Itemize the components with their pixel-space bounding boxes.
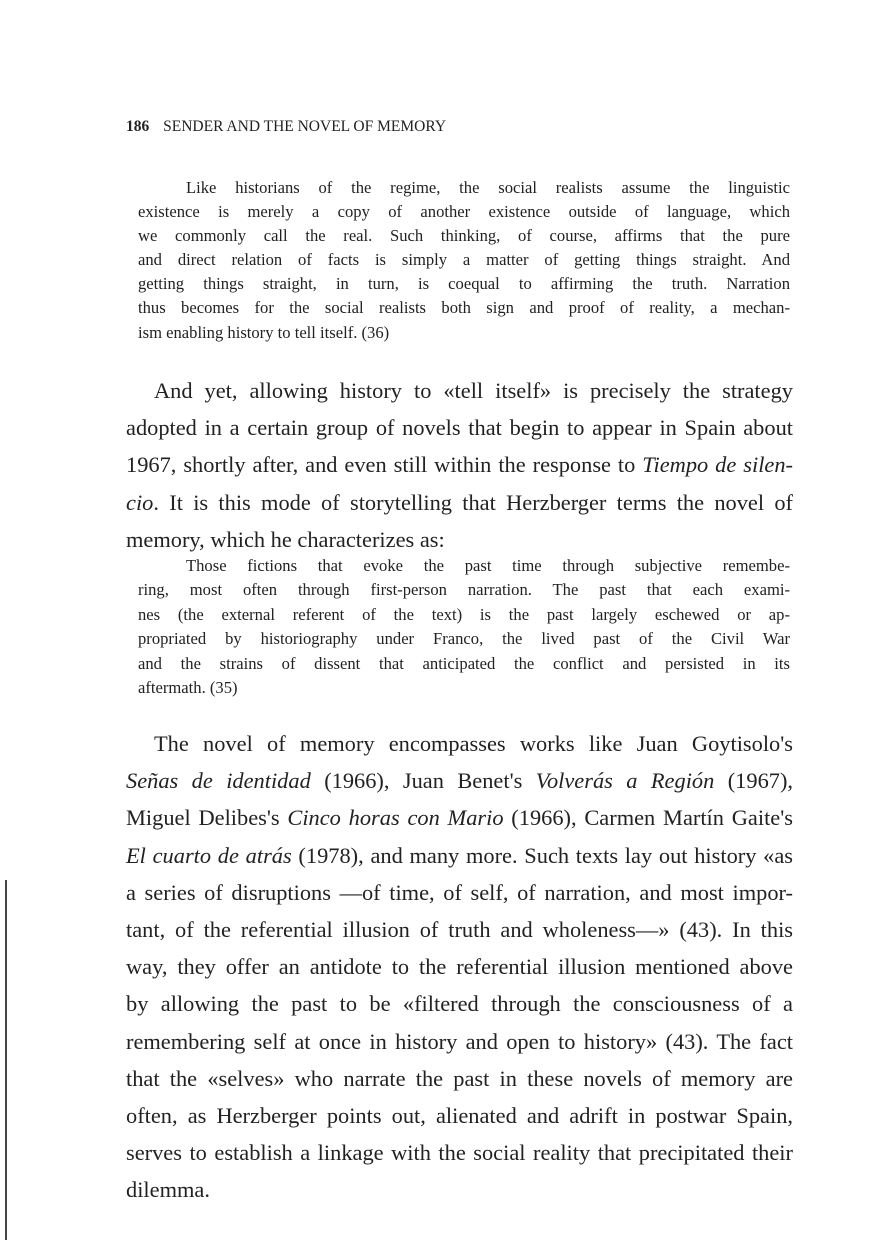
text-line	[126, 1023, 793, 1060]
text-segment: serves to establish a linkage with the social reality that precipitated their	[126, 1140, 793, 1166]
text-line	[126, 484, 793, 521]
text-segment: adopted in a certain group of novels that begin to appear in Spain about	[126, 415, 793, 441]
text-line	[138, 296, 790, 320]
text-segment: Miguel Delibes's	[126, 805, 288, 831]
text-line	[126, 837, 793, 874]
text-segment: (1966), Juan Benet's	[310, 768, 536, 794]
text-line	[126, 799, 793, 836]
text-segment: existence is merely a copy of another existence outside of language, which	[138, 202, 790, 222]
text-line	[138, 578, 790, 602]
text-line	[138, 200, 790, 224]
page-number: 186	[126, 118, 150, 135]
text-line	[126, 762, 793, 799]
text-segment: aftermath. (35)	[138, 678, 238, 698]
text-line	[138, 272, 790, 296]
text-segment: we commonly call the real. Such thinking, of course, affirms that the pure	[138, 226, 790, 246]
text-line	[126, 446, 793, 483]
text-line	[126, 1097, 793, 1134]
text-line	[126, 874, 793, 911]
text-line	[126, 1171, 793, 1208]
italic-title: Cinco horas con Mario	[287, 805, 504, 831]
running-title: SENDER AND THE NOVEL OF MEMORY	[163, 118, 447, 135]
text-segment: Like historians of the regime, the social realists assume the linguistic	[186, 178, 790, 197]
text-segment: way, they offer an antidote to the referential illusion mentioned above	[126, 954, 793, 980]
text-segment: (1967),	[714, 768, 794, 794]
text-segment: Those fictions that evoke the past time through subjective remembe-	[186, 556, 790, 575]
scan-edge-line	[5, 880, 7, 1240]
text-line	[126, 372, 793, 409]
text-segment: that the «selves» who narrate the past in these novels of memory are	[126, 1065, 793, 1091]
text-segment: and the strains of dissent that anticipated the conflict and persisted in its	[138, 653, 790, 673]
text-segment: memory, which he characterizes as:	[126, 526, 445, 552]
text-segment: 1967, shortly after, and even still within the response to	[126, 452, 643, 478]
text-line	[126, 409, 793, 446]
text-segment: ism enabling history to tell itself. (36)	[138, 322, 390, 342]
text-line	[126, 911, 793, 948]
text-segment: dilemma.	[126, 1177, 210, 1203]
italic-title: Volverás a Región	[535, 768, 715, 794]
italic-title: Señas de identidad	[126, 768, 311, 794]
text-segment: (1978), and many more. Such texts lay out history «as	[291, 842, 793, 868]
text-segment: . It is this mode of storytelling that Herzberger terms the novel of	[153, 489, 793, 515]
text-segment: and direct relation of facts is simply a matter of getting things straight. And	[138, 250, 790, 270]
text-line	[138, 603, 790, 627]
text-line	[138, 321, 790, 345]
text-segment: (1966), Carmen Martín Gaite's	[503, 805, 793, 831]
text-line	[138, 176, 790, 200]
italic-title: El cuarto de atrás	[126, 842, 292, 868]
text-segment: ring, most often through first-person narration. The past that each exami-	[138, 580, 790, 600]
text-segment: tant, of the referential illusion of truth and wholeness—» (43). In this	[126, 917, 793, 943]
paragraph-1	[126, 372, 793, 558]
text-segment: getting things straight, in turn, is coequal to affirming the truth. Narration	[138, 274, 790, 294]
text-line	[126, 1134, 793, 1171]
text-segment: thus becomes for the social realists both sign and proof of reality, a mechan-	[138, 298, 790, 318]
text-line	[126, 1060, 793, 1097]
text-line	[138, 248, 790, 272]
text-line	[126, 985, 793, 1022]
text-segment: And yet, allowing history to «tell itself» is precisely the strategy	[154, 378, 793, 403]
text-line	[138, 676, 790, 700]
text-segment: nes (the external referent of the text) is the past largely eschewed or ap-	[138, 604, 790, 624]
paragraph-2	[126, 725, 793, 1209]
text-line	[126, 521, 793, 558]
text-line	[126, 948, 793, 985]
text-segment: often, as Herzberger points out, alienated and adrift in postwar Spain,	[126, 1103, 793, 1129]
text-line	[138, 224, 790, 248]
italic-title: cio	[126, 489, 154, 515]
text-segment: by allowing the past to be «filtered through the consciousness of a	[126, 991, 793, 1017]
text-segment: The novel of memory encompasses works like Juan Goytisolo's	[154, 731, 793, 756]
text-line	[138, 554, 790, 578]
block-quote-2	[138, 554, 790, 700]
text-line	[126, 725, 793, 762]
italic-title: Tiempo de silen-	[642, 452, 794, 478]
text-segment: propriated by historiography under Franco, the lived past of the Civil War	[138, 629, 790, 649]
text-line	[138, 627, 790, 651]
text-segment: remembering self at once in history and open to history» (43). The fact	[126, 1028, 793, 1054]
running-header	[126, 118, 446, 136]
text-segment: a series of disruptions —of time, of self, of narration, and most impor-	[126, 879, 793, 905]
block-quote-1	[138, 176, 790, 345]
text-line	[138, 652, 790, 676]
